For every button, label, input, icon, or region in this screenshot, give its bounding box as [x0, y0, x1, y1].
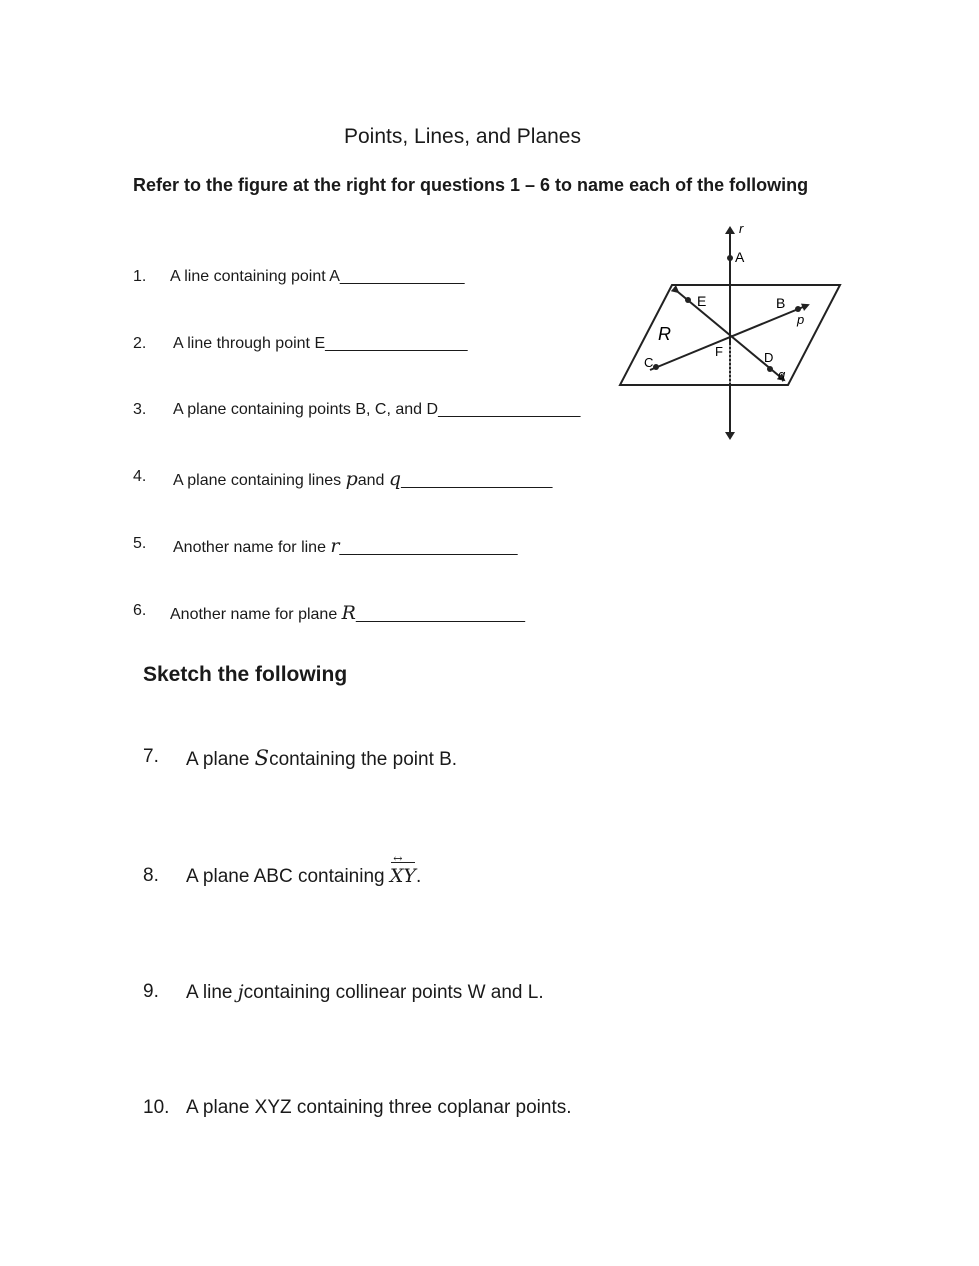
- item-text: A line: [186, 982, 238, 1003]
- arrow-up-r: [725, 226, 735, 234]
- variable-S: S: [254, 746, 270, 770]
- item-text-suffix: containing collinear points W and L.: [243, 982, 544, 1003]
- answer-blank[interactable]: _________________: [401, 472, 553, 489]
- question-text: Another name for plane: [170, 606, 342, 623]
- item-number: 8.: [143, 865, 159, 886]
- point-E: [685, 297, 691, 303]
- answer-blank[interactable]: ________________: [325, 335, 468, 352]
- sketch-section-title: Sketch the following: [143, 663, 348, 686]
- point-D: [767, 366, 773, 372]
- question-text: A plane containing lines: [173, 472, 346, 489]
- variable-r: r: [330, 535, 340, 557]
- question-number: 4.: [133, 468, 147, 485]
- label-p: p: [797, 312, 805, 327]
- item-text-suffix: .: [415, 866, 422, 887]
- label-A: A: [735, 249, 745, 265]
- label-C: C: [644, 355, 654, 370]
- question-number: 3.: [133, 401, 147, 418]
- item-text: A plane ABC containing: [186, 866, 390, 887]
- question-text: A line containing point A: [170, 268, 340, 285]
- question-text-mid: and: [357, 472, 389, 489]
- label-E: E: [697, 293, 707, 309]
- answer-blank[interactable]: ______________: [339, 268, 465, 285]
- item-number: 10.: [143, 1097, 170, 1118]
- variable-q: q: [388, 468, 402, 490]
- item-text: A plane: [186, 749, 255, 770]
- question-text: A plane containing points B, C, and D: [173, 401, 439, 418]
- label-B: B: [776, 295, 786, 311]
- question-number: 5.: [133, 535, 147, 552]
- variable-plane-r: R: [341, 602, 356, 624]
- item-number: 7.: [143, 746, 159, 767]
- label-F: F: [715, 344, 723, 359]
- label-plane-R: R: [658, 324, 671, 344]
- variable-p: p: [345, 468, 358, 490]
- item-text-suffix: containing the point B.: [269, 749, 458, 770]
- question-number: 6.: [133, 602, 147, 619]
- item-number: 9.: [143, 981, 159, 1002]
- label-q: q: [778, 367, 786, 382]
- answer-blank[interactable]: ________________: [438, 401, 581, 418]
- answer-blank[interactable]: ___________________: [355, 606, 526, 623]
- arrow-down-r: [725, 432, 735, 440]
- answer-blank[interactable]: ____________________: [339, 539, 518, 556]
- question-text: Another name for line: [173, 539, 331, 556]
- instructions: Refer to the figure at the right for questions 1 – 6 to name each of the following: [133, 175, 809, 195]
- question-number: 1.: [133, 268, 147, 285]
- item-text: A plane XYZ containing three coplanar points.: [186, 1097, 572, 1118]
- label-D: D: [764, 350, 774, 365]
- point-A: [727, 255, 733, 261]
- variable-j: j: [237, 981, 244, 1003]
- question-text: A line through point E: [173, 335, 326, 352]
- point-C: [653, 364, 659, 370]
- line-XY-notation: XY ↔: [390, 865, 416, 887]
- geometry-figure: [610, 220, 850, 450]
- page-title: Points, Lines, and Planes: [344, 125, 581, 148]
- label-r: r: [739, 221, 744, 236]
- question-number: 2.: [133, 335, 147, 352]
